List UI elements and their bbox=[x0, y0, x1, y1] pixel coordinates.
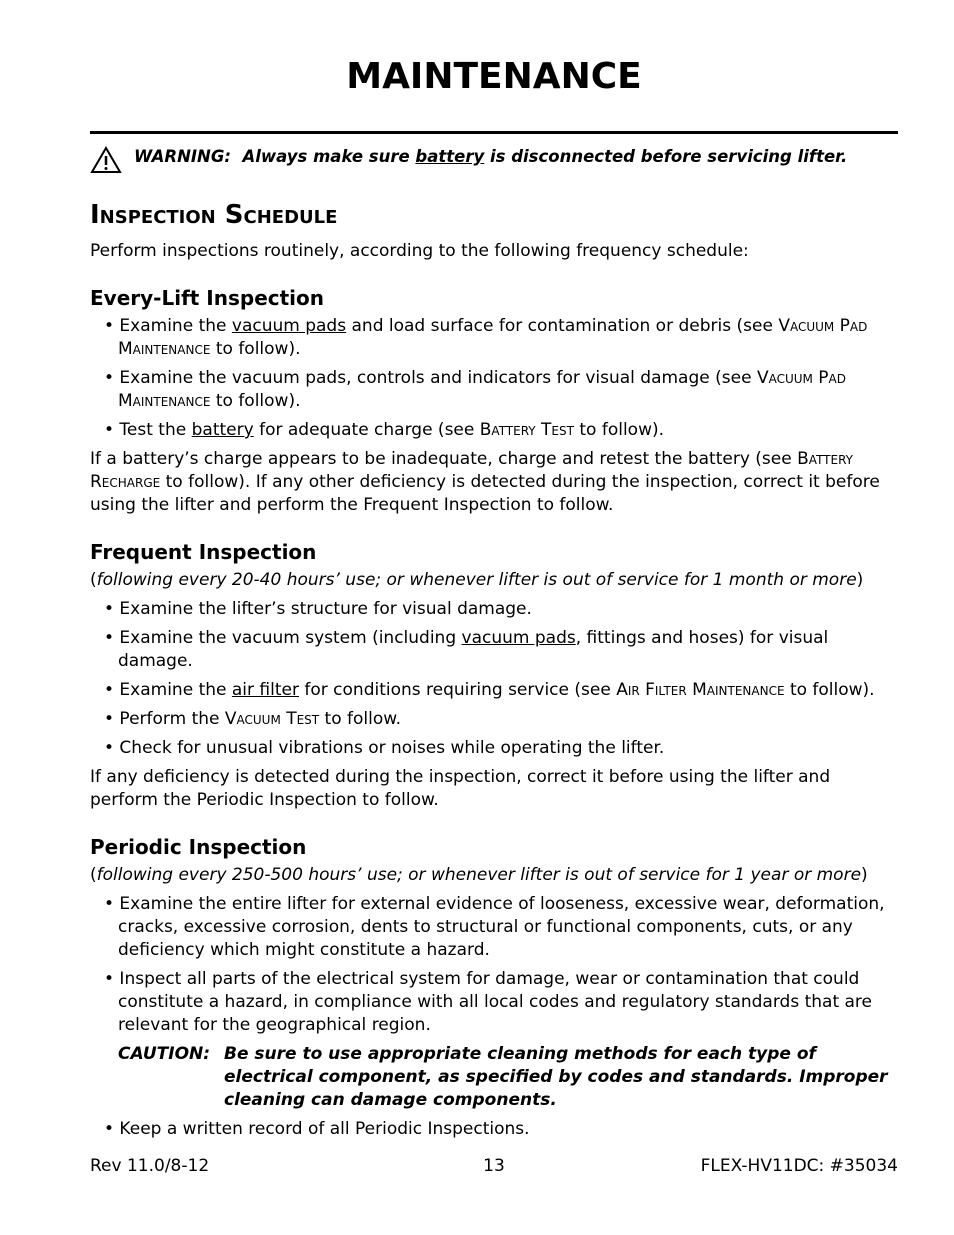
cross-reference: Battery Recharge bbox=[90, 449, 853, 492]
page-number: 13 bbox=[483, 1156, 505, 1176]
list-item: • Examine the vacuum pads and load surface for contamination or debris (see Vacuum Pad Maintenance to follow). bbox=[104, 316, 868, 359]
list-item: • Examine the lifter’s structure for visual damage. bbox=[104, 599, 532, 619]
frequent-note: If any deficiency is detected during the inspection, correct it before using the lifter and perform the Periodic Inspection to follow. bbox=[90, 767, 831, 810]
cross-reference: Battery Test bbox=[479, 420, 574, 440]
frequent-heading: Frequent Inspection bbox=[90, 540, 317, 564]
inspection-content bbox=[90, 240, 898, 1147]
list-item: • Examine the entire lifter for external evidence of looseness, excessive wear, deformation, cracks, excessive corrosion, dents to structural or functional components, cuts, or any deficiency which might constitute a hazard. bbox=[104, 894, 885, 960]
warning-label: WARNING: bbox=[134, 147, 231, 166]
document-id: FLEX-HV11DC: #35034 bbox=[700, 1156, 898, 1176]
intro-text: Perform inspections routinely, according to the following frequency schedule: bbox=[90, 241, 749, 261]
warning-text-after: is disconnected before servicing lifter. bbox=[489, 147, 848, 166]
caution-notice bbox=[118, 1043, 898, 1112]
every-lift-heading: Every-Lift Inspection bbox=[90, 286, 325, 310]
battery-link[interactable]: battery bbox=[191, 420, 254, 440]
cross-reference: Vacuum Pad Maintenance bbox=[118, 316, 868, 359]
warning-notice bbox=[90, 145, 898, 175]
page-footer bbox=[90, 1156, 898, 1180]
list-item: • Examine the vacuum pads, controls and indicators for visual damage (see Vacuum Pad Maintenance to follow). bbox=[104, 368, 846, 411]
periodic-subtitle: (following every 250-500 hours’ use; or whenever lifter is out of service for 1 year or more) bbox=[90, 865, 868, 885]
periodic-heading: Periodic Inspection bbox=[90, 835, 307, 859]
frequent-subtitle: (following every 20-40 hours’ use; or whenever lifter is out of service for 1 month or more) bbox=[90, 570, 864, 590]
warning-triangle-icon bbox=[90, 146, 122, 174]
cross-reference: Vacuum Test bbox=[224, 709, 320, 729]
list-item: • Examine the air filter for conditions requiring service (see Air Filter Maintenance to follow). bbox=[104, 680, 875, 700]
title-divider bbox=[90, 131, 898, 134]
list-item: • Perform the Vacuum Test to follow. bbox=[104, 709, 401, 729]
list-item: • Check for unusual vibrations or noises while operating the lifter. bbox=[104, 738, 665, 758]
warning-text-before: Always make sure bbox=[242, 147, 410, 166]
vacuum-pads-link[interactable]: vacuum pads bbox=[231, 316, 347, 336]
page-title: MAINTENANCE bbox=[346, 56, 642, 97]
cross-reference: Air Filter Maintenance bbox=[616, 680, 785, 700]
caution-text: Be sure to use appropriate cleaning methods for each type of electrical component, as specified by codes and standards. Improper cleaning can damage components. bbox=[224, 1044, 888, 1110]
cross-reference: Vacuum Pad Maintenance bbox=[118, 368, 846, 411]
list-item: • Test the battery for adequate charge (see Battery Test to follow). bbox=[104, 420, 665, 440]
revision-label: Rev 11.0/8-12 bbox=[90, 1156, 210, 1176]
list-item: • Examine the vacuum system (including vacuum pads, fittings and hoses) for visual damage. bbox=[104, 628, 829, 671]
battery-link[interactable]: battery bbox=[415, 147, 485, 166]
list-item: • Keep a written record of all Periodic Inspections. bbox=[104, 1119, 530, 1139]
section-title: Inspection Schedule bbox=[90, 200, 338, 230]
list-item: • Inspect all parts of the electrical system for damage, wear or contamination that could constitute a hazard, in compliance with all local codes and regulatory standards that are relevant for the geographical region. bbox=[104, 969, 873, 1035]
caution-label: CAUTION: bbox=[118, 1044, 211, 1064]
vacuum-pads-link[interactable]: vacuum pads bbox=[461, 628, 576, 648]
air-filter-link[interactable]: air filter bbox=[231, 680, 299, 700]
every-lift-note: If a battery’s charge appears to be inadequate, charge and retest the battery (see Battery Recharge to follow). If any other deficiency is detected during the inspection, correct it before using the lifter and perform the Frequent Inspection to follow. bbox=[90, 449, 880, 515]
